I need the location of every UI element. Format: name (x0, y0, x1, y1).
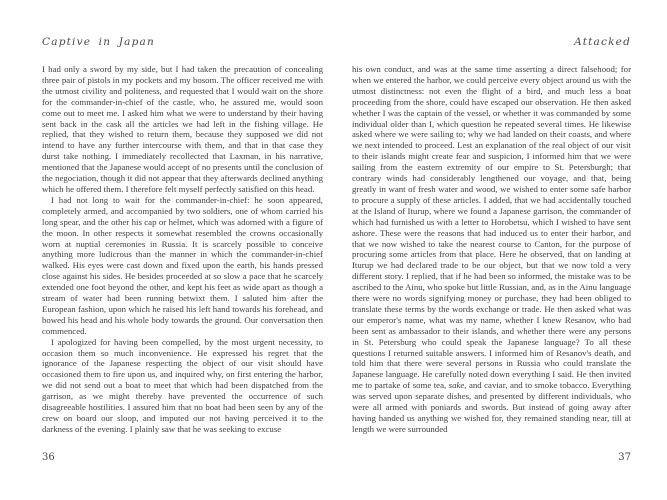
paragraph: I had not long to wait for the commander-in-chief: he soon appeared, completely armed, and accompanied by two soldiers, one of whom carried his long spear, and the other his cap or helmet, which was adorned with a figure of the moon. In other respects it somewhat resembled the crowns occasionally worn at nuptial ceremonies in Russia. It is scarcely possible to conceive anything more ludicrous than the manner in which the commander-in-chief walked. His eyes were cast down and fixed upon the earth, his hands pressed close against his sides. He besides proceeded at so slow a pace that he scarcely extended one foot beyond the other, and kept his feet as wide apart as though a stream of water had been running betwixt them. I saluted him after the European fashion, upon which he raised his left hand towards his forehead, and bowed his head and his whole body towards the ground. Our conversation then commenced. (42, 194, 323, 336)
running-header-left: Captive in Japan (42, 36, 155, 48)
page-number-right: 37 (618, 452, 631, 463)
running-header-right: Attacked (574, 36, 631, 48)
paragraph: I had only a sword by my side, but I had taken the precaution of concealing three pair of pistols in my pockets and my bosom. The officer received me with the utmost civility and politeness, and requested that I would wait on the shore for the commander-in-chief of the castle, who, he assured me, would soon come out to meet me. I asked him what we were to understand by their having sent back in the cask all the articles we had left in the fishing village. He replied, that they wished to return them, because they supposed we did not intend to have any further intercourse with them, and that in that case they durst take nothing. I immediately recollected that Laxman, in his narrative, mentioned that the Japanese would accept of no presents until the conclusion of the negociation, though it did not appear that they afterwards declined anything which he offered them. I therefore felt myself perfectly satisfied on this head. (42, 64, 323, 194)
right-page-body (352, 64, 631, 435)
right-page (352, 36, 631, 435)
paragraph: his own conduct, and was at the same time asserting a direct falsehood; for when we entered the harbor, we could perceive every object around us with the utmost distinctness: not even the flight of a bird, and much less a boat proceeding from the shore, could have escaped our observation. He then asked whether I was the captain of the vessel, or whether it was commanded by some individual older than I, which question he repeated several times. He likewise asked where we were sailing to; why we had landed on their coasts, and where we next intended to proceed. Lest an explanation of the real object of our visit to their islands might create fear and suspicion, I informed him that we were sailing from the eastern extremity of our empire to St. Petersburgh; that contrary winds had considerably lengthened our voyage, and that, being greatly in want of fresh water and wood, we wished to enter some safe harbor to procure a supply of these articles. I added, that we had accidentally touched at the Island of Iturup, where we found a Japanese garrison, the commander of which had furnished us with a letter to Horobetsu, which I wished to have sent ashore. These were the reasons that had induced us to enter their harbor, and that we now wished to take the nearest course to Canton, for the purpose of procuring some articles from that place. Here he observed, that on landing at Iturup we had declared trade to be our object, but that we now told a very different story. I replied, that if he had been so informed, the mistake was to be ascribed to the Ainu, who spoke but little Russian, and, as in the Ainu language there were no words signifying money or purchase, they had been obliged to translate these terms by the words exchange or trade. He then asked what was our emperor's name, what was my name, whether I knew Resanov, who had been sent as ambassador to their islands, and whether there were any persons in St. Petersburg who could speak the Japanese language? To all these questions I returned suitable answers. I informed him of Resanov's death, and told him that there were several persons in Russia who could translate the Japanese language. He carefully noted down everything I said. He then invited me to partake of some tea, sake, and caviar, and to smoke tobacco. Everything was served upon separate dishes, and presented by different individuals, who were all armed with poniards and swords. But instead of going away after having handed us anything we wished for, they remained standing near, till at length we were surrounded (352, 64, 631, 434)
left-page (42, 36, 323, 435)
paragraph: I apologized for having been compelled, by the most urgent necessity, to occasion them so much inconvenience. He expressed his regret that the ignorance of the Japanese respecting the object of our visit should have occasioned them to fire upon us, and inquired why, on first entering the harbor, we did not send out a boat to meet that which had been dispatched from the garrison, as we might thereby have prevented the occurrence of such disagreeable hostilities. I assured him that no boat had been seen by any of the crew on board our sloop, and imputed our not having perceived it to the darkness of the evening. I plainly saw that he was seeking to excuse (42, 336, 323, 434)
left-page-body (42, 64, 323, 435)
page-number-left: 36 (42, 452, 55, 463)
